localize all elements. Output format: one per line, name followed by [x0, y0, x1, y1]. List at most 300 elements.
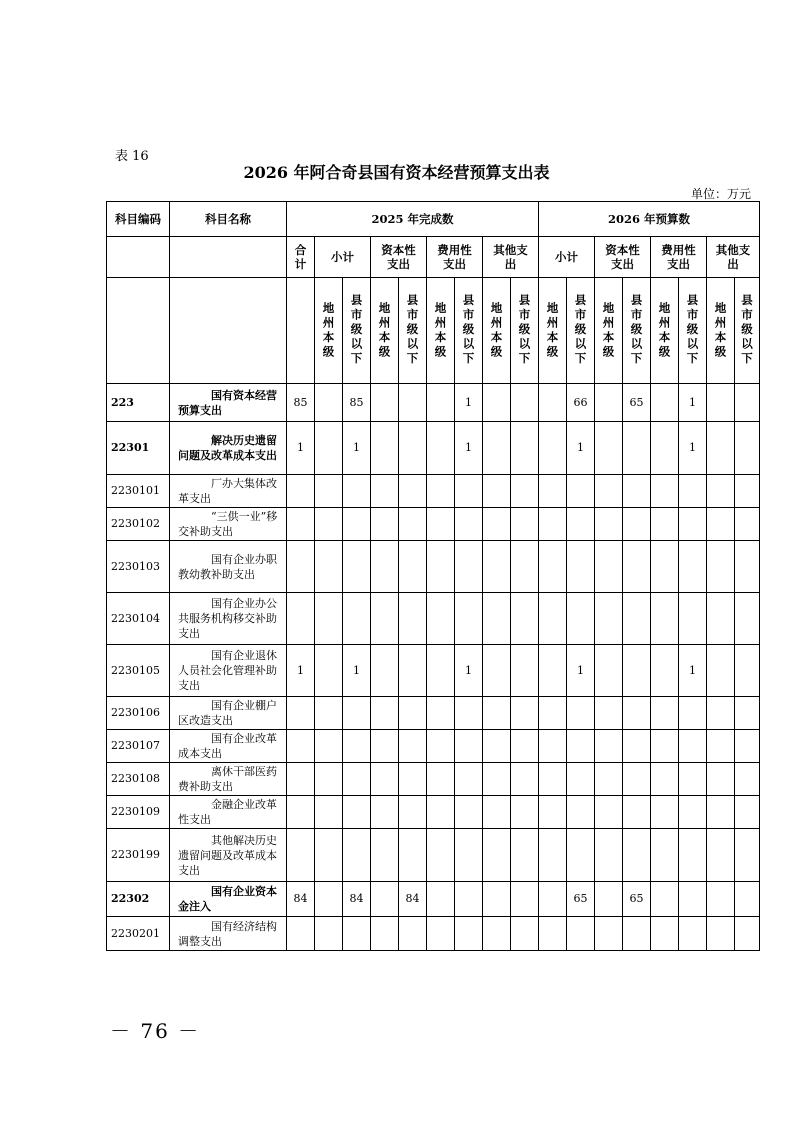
- row-name: 厂办大集体改革支出: [170, 475, 287, 508]
- row-value: [483, 882, 511, 917]
- row-value: [371, 829, 399, 882]
- row-value: [707, 422, 735, 475]
- row-code: 2230199: [107, 829, 170, 882]
- header-prefecture-level: [427, 278, 455, 384]
- row-value: 65: [567, 882, 595, 917]
- row-value: [623, 593, 651, 645]
- row-value: [679, 882, 707, 917]
- row-value: [735, 829, 760, 882]
- row-value: [427, 645, 455, 697]
- page-number: － 76 －: [110, 1019, 201, 1043]
- row-value: [315, 829, 343, 882]
- row-value: [399, 541, 427, 593]
- row-value: [679, 697, 707, 730]
- row-value: [427, 829, 455, 882]
- row-value: [623, 508, 651, 541]
- row-value: [371, 508, 399, 541]
- header-name: 科目名称: [170, 202, 287, 237]
- row-value: [651, 475, 679, 508]
- row-code: 2230106: [107, 697, 170, 730]
- row-value: [735, 422, 760, 475]
- row-value: [343, 541, 371, 593]
- row-value: [707, 829, 735, 882]
- table-row: [107, 645, 760, 697]
- header-county-level-text: 县市级以下: [405, 294, 420, 367]
- row-value: [343, 730, 371, 763]
- row-value: [735, 796, 760, 829]
- row-value: [567, 829, 595, 882]
- header-prefecture-level: [315, 278, 343, 384]
- row-value: 1: [287, 422, 315, 475]
- header-prefecture-level-text: 地州本级: [601, 301, 616, 360]
- row-value: [483, 541, 511, 593]
- row-value: [511, 796, 539, 829]
- row-value: 1: [455, 422, 483, 475]
- row-value: [455, 593, 483, 645]
- row-value: [455, 829, 483, 882]
- header-county-level-text: 县市级以下: [461, 294, 476, 367]
- row-value: [623, 541, 651, 593]
- row-value: [707, 508, 735, 541]
- header-prefecture-level: [651, 278, 679, 384]
- row-value: [595, 882, 623, 917]
- header-county-level: [399, 278, 427, 384]
- row-name: 国有企业退休人员社会化管理补助支出: [170, 645, 287, 697]
- row-value: [455, 508, 483, 541]
- row-value: [455, 475, 483, 508]
- row-code: 2230107: [107, 730, 170, 763]
- row-value: [679, 730, 707, 763]
- row-value: [427, 384, 455, 422]
- row-value: [483, 384, 511, 422]
- row-value: [315, 645, 343, 697]
- header-prefecture-level-text: 地州本级: [489, 301, 504, 360]
- row-value: [427, 508, 455, 541]
- row-value: [483, 475, 511, 508]
- header-other-2025: 其他支出: [483, 237, 539, 278]
- row-value: [483, 829, 511, 882]
- header-county-level: [567, 278, 595, 384]
- row-value: [539, 829, 567, 882]
- row-value: [567, 593, 595, 645]
- row-value: 65: [623, 882, 651, 917]
- header-county-level: [455, 278, 483, 384]
- header-county-level: [735, 278, 760, 384]
- row-value: [511, 593, 539, 645]
- row-value: [735, 917, 760, 951]
- row-value: [707, 697, 735, 730]
- row-value: [483, 422, 511, 475]
- row-value: 1: [567, 422, 595, 475]
- row-value: [371, 730, 399, 763]
- row-code: 2230102: [107, 508, 170, 541]
- row-value: 1: [287, 645, 315, 697]
- row-value: [539, 593, 567, 645]
- row-value: [707, 796, 735, 829]
- row-value: [315, 475, 343, 508]
- row-value: [623, 829, 651, 882]
- header-county-level: [511, 278, 539, 384]
- row-value: 1: [679, 422, 707, 475]
- row-value: [511, 384, 539, 422]
- row-value: [651, 796, 679, 829]
- row-value: [707, 475, 735, 508]
- header-2025: 2025 年完成数: [287, 202, 539, 237]
- row-value: [511, 475, 539, 508]
- row-value: [315, 730, 343, 763]
- row-value: [595, 422, 623, 475]
- row-value: [595, 508, 623, 541]
- row-value: [427, 593, 455, 645]
- row-value: [399, 697, 427, 730]
- row-value: [651, 384, 679, 422]
- row-value: [623, 917, 651, 951]
- row-value: [315, 763, 343, 796]
- row-value: [483, 645, 511, 697]
- row-value: [399, 917, 427, 951]
- table-row: [107, 541, 760, 593]
- header-county-level: [623, 278, 651, 384]
- table-row: [107, 697, 760, 730]
- row-value: [539, 796, 567, 829]
- row-value: [595, 384, 623, 422]
- row-value: [679, 763, 707, 796]
- row-value: [483, 697, 511, 730]
- row-value: [735, 508, 760, 541]
- row-value: [343, 508, 371, 541]
- row-value: [455, 541, 483, 593]
- row-value: [707, 917, 735, 951]
- row-value: [539, 422, 567, 475]
- row-name: 金融企业改革性支出: [170, 796, 287, 829]
- row-value: [595, 796, 623, 829]
- row-value: [707, 384, 735, 422]
- row-value: [567, 541, 595, 593]
- row-value: [483, 593, 511, 645]
- row-name: 国有经济结构调整支出: [170, 917, 287, 951]
- row-value: [539, 730, 567, 763]
- row-value: [595, 593, 623, 645]
- row-code: 2230108: [107, 763, 170, 796]
- row-value: 1: [455, 645, 483, 697]
- row-value: [623, 697, 651, 730]
- row-value: [511, 508, 539, 541]
- header-county-level-text: 县市级以下: [629, 294, 644, 367]
- header-county-level-text: 县市级以下: [740, 294, 755, 367]
- header-capital-2026: 资本性支出: [595, 237, 651, 278]
- row-value: [595, 917, 623, 951]
- row-name: 国有企业棚户区改造支出: [170, 697, 287, 730]
- row-value: [651, 593, 679, 645]
- row-value: 84: [343, 882, 371, 917]
- row-value: [735, 697, 760, 730]
- row-value: 1: [679, 384, 707, 422]
- row-value: [343, 475, 371, 508]
- row-code: 22302: [107, 882, 170, 917]
- row-value: [567, 763, 595, 796]
- row-value: 1: [455, 384, 483, 422]
- row-value: [567, 917, 595, 951]
- row-value: [399, 829, 427, 882]
- row-value: [371, 384, 399, 422]
- header-county-level-text: 县市级以下: [573, 294, 588, 367]
- header-county-level: [679, 278, 707, 384]
- row-value: [595, 697, 623, 730]
- row-value: [371, 422, 399, 475]
- row-value: 1: [679, 645, 707, 697]
- row-value: [287, 796, 315, 829]
- table-row: [107, 508, 760, 541]
- row-value: 1: [343, 422, 371, 475]
- row-value: [483, 763, 511, 796]
- header-blank: [170, 278, 287, 384]
- row-code: 2230104: [107, 593, 170, 645]
- row-name: 解决历史遗留问题及改革成本支出: [170, 422, 287, 475]
- row-value: [679, 508, 707, 541]
- row-value: [679, 541, 707, 593]
- row-value: [427, 917, 455, 951]
- row-value: [595, 763, 623, 796]
- row-value: 84: [287, 882, 315, 917]
- row-value: [539, 384, 567, 422]
- row-value: [343, 593, 371, 645]
- header-total-blank: [287, 278, 315, 384]
- row-value: [455, 882, 483, 917]
- row-value: [707, 593, 735, 645]
- table-row: [107, 593, 760, 645]
- row-value: [539, 645, 567, 697]
- row-value: [511, 697, 539, 730]
- row-value: [623, 763, 651, 796]
- row-value: [735, 763, 760, 796]
- table-row: [107, 796, 760, 829]
- row-value: [315, 697, 343, 730]
- row-value: [567, 475, 595, 508]
- row-name: 其他解决历史遗留问题及改革成本支出: [170, 829, 287, 882]
- row-code: 2230201: [107, 917, 170, 951]
- row-value: [371, 645, 399, 697]
- table-row: [107, 475, 760, 508]
- row-value: [287, 508, 315, 541]
- row-value: [651, 730, 679, 763]
- row-value: 65: [623, 384, 651, 422]
- row-name: 国有企业办公共服务机构移交补助支出: [170, 593, 287, 645]
- expenditure-table: [106, 201, 760, 951]
- row-value: [287, 541, 315, 593]
- header-prefecture-level-text: 地州本级: [713, 301, 728, 360]
- row-value: [427, 422, 455, 475]
- table-row: [107, 882, 760, 917]
- row-value: [679, 475, 707, 508]
- header-prefecture-level: [371, 278, 399, 384]
- row-code: 223: [107, 384, 170, 422]
- row-value: [735, 730, 760, 763]
- row-value: [595, 541, 623, 593]
- row-value: [539, 917, 567, 951]
- row-value: [315, 422, 343, 475]
- row-value: [399, 384, 427, 422]
- row-value: [315, 541, 343, 593]
- row-value: [623, 422, 651, 475]
- header-county-level: [343, 278, 371, 384]
- row-name: “三供一业”移交补助支出: [170, 508, 287, 541]
- row-value: [511, 541, 539, 593]
- row-value: [623, 730, 651, 763]
- table-row: [107, 422, 760, 475]
- row-value: [315, 917, 343, 951]
- row-value: [399, 796, 427, 829]
- row-value: [651, 422, 679, 475]
- row-value: [567, 796, 595, 829]
- row-value: [399, 593, 427, 645]
- row-value: [707, 882, 735, 917]
- row-name: 国有企业资本金注入: [170, 882, 287, 917]
- row-value: [595, 730, 623, 763]
- row-value: [455, 796, 483, 829]
- row-value: [371, 593, 399, 645]
- header-subtotal-2026: 小计: [539, 237, 595, 278]
- header-capital-2025: 资本性支出: [371, 237, 427, 278]
- row-value: [399, 422, 427, 475]
- unit-label: 单位：万元: [690, 187, 751, 201]
- row-value: [315, 508, 343, 541]
- row-value: [707, 541, 735, 593]
- row-value: [455, 917, 483, 951]
- row-value: [679, 796, 707, 829]
- row-value: [735, 882, 760, 917]
- row-value: [651, 882, 679, 917]
- row-value: [735, 475, 760, 508]
- row-value: [651, 697, 679, 730]
- header-prefecture-level-text: 地州本级: [321, 301, 336, 360]
- row-value: 1: [567, 645, 595, 697]
- row-value: [315, 882, 343, 917]
- row-value: [315, 796, 343, 829]
- row-value: [623, 796, 651, 829]
- row-value: [511, 645, 539, 697]
- header-total: 合计: [287, 237, 315, 278]
- table-row: [107, 763, 760, 796]
- row-value: [707, 645, 735, 697]
- row-value: [287, 593, 315, 645]
- row-value: [287, 917, 315, 951]
- row-value: [651, 508, 679, 541]
- row-value: [567, 508, 595, 541]
- table-label: 表 16: [115, 149, 149, 164]
- row-code: 22301: [107, 422, 170, 475]
- row-code: 2230109: [107, 796, 170, 829]
- row-value: [427, 882, 455, 917]
- header-prefecture-level: [707, 278, 735, 384]
- row-code: 2230103: [107, 541, 170, 593]
- row-value: [511, 730, 539, 763]
- row-value: [707, 730, 735, 763]
- row-value: [595, 829, 623, 882]
- row-value: [651, 917, 679, 951]
- row-value: [427, 475, 455, 508]
- row-value: [399, 475, 427, 508]
- row-name: 国有资本经营预算支出: [170, 384, 287, 422]
- row-value: [735, 645, 760, 697]
- header-2026: 2026 年预算数: [539, 202, 760, 237]
- header-county-level-text: 县市级以下: [517, 294, 532, 367]
- row-value: [707, 763, 735, 796]
- row-value: [371, 882, 399, 917]
- header-prefecture-level-text: 地州本级: [433, 301, 448, 360]
- row-value: [567, 697, 595, 730]
- header-blank: [107, 278, 170, 384]
- row-value: [735, 541, 760, 593]
- row-value: [567, 730, 595, 763]
- row-value: [511, 829, 539, 882]
- row-value: [483, 508, 511, 541]
- table-row: [107, 730, 760, 763]
- row-value: [287, 475, 315, 508]
- row-value: [539, 882, 567, 917]
- row-value: [679, 593, 707, 645]
- row-value: [371, 796, 399, 829]
- row-value: [539, 508, 567, 541]
- row-value: [539, 763, 567, 796]
- row-value: [343, 697, 371, 730]
- row-value: [371, 697, 399, 730]
- header-expense-2025: 费用性支出: [427, 237, 483, 278]
- row-value: [595, 645, 623, 697]
- table-row: [107, 384, 760, 422]
- header-prefecture-level-text: 地州本级: [657, 301, 672, 360]
- row-value: [371, 475, 399, 508]
- row-value: [343, 917, 371, 951]
- row-value: 1: [343, 645, 371, 697]
- row-value: 85: [343, 384, 371, 422]
- row-value: [511, 882, 539, 917]
- row-value: [735, 384, 760, 422]
- row-value: [399, 645, 427, 697]
- row-value: [483, 917, 511, 951]
- row-value: [679, 917, 707, 951]
- row-code: 2230105: [107, 645, 170, 697]
- header-subtotal-2025: 小计: [315, 237, 371, 278]
- table-row: [107, 829, 760, 882]
- header-prefecture-level: [483, 278, 511, 384]
- header-blank: [107, 237, 170, 278]
- row-value: [539, 475, 567, 508]
- row-value: [483, 796, 511, 829]
- row-name: 离休干部医药费补助支出: [170, 763, 287, 796]
- page-title: 2026 年阿合奇县国有资本经营预算支出表: [243, 163, 550, 182]
- row-value: [623, 645, 651, 697]
- row-value: [427, 541, 455, 593]
- row-value: [455, 697, 483, 730]
- row-value: [651, 763, 679, 796]
- row-value: [287, 730, 315, 763]
- row-value: [735, 593, 760, 645]
- header-prefecture-level-text: 地州本级: [377, 301, 392, 360]
- row-value: [539, 697, 567, 730]
- row-value: [371, 541, 399, 593]
- row-value: [371, 917, 399, 951]
- row-value: [511, 422, 539, 475]
- row-value: [595, 475, 623, 508]
- row-value: [427, 796, 455, 829]
- row-value: 84: [399, 882, 427, 917]
- row-value: [343, 796, 371, 829]
- row-value: 85: [287, 384, 315, 422]
- header-prefecture-level-text: 地州本级: [545, 301, 560, 360]
- row-name: 国有企业办职教幼教补助支出: [170, 541, 287, 593]
- row-value: [539, 541, 567, 593]
- row-value: [651, 645, 679, 697]
